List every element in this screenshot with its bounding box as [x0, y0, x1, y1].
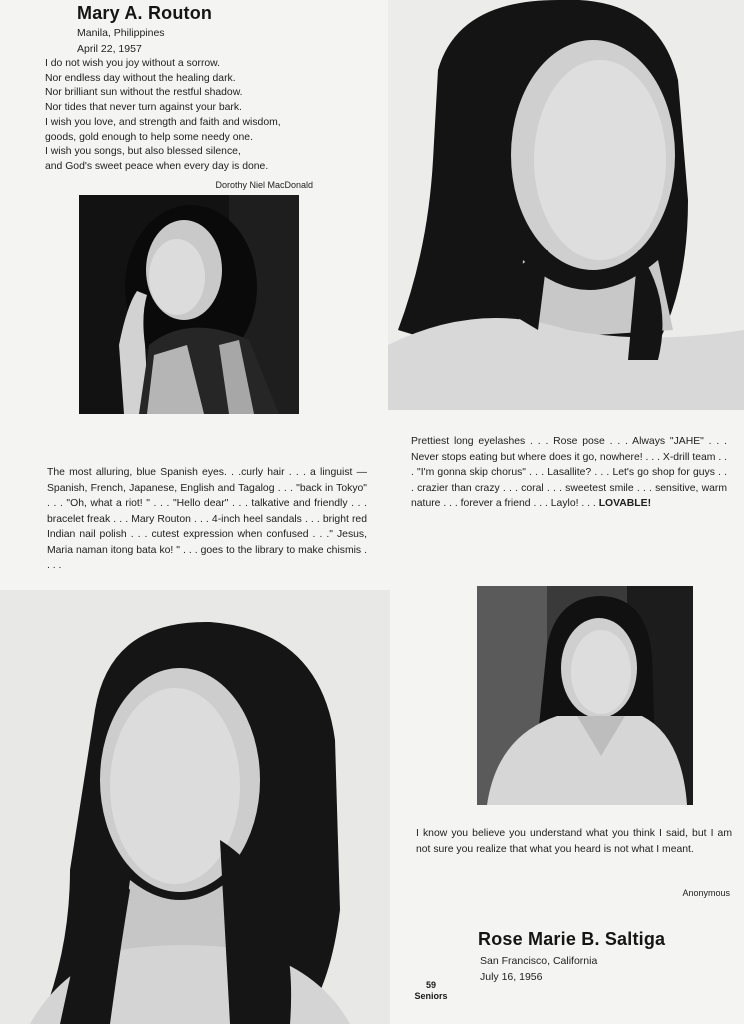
senior-name-mary: Mary A. Routon [77, 3, 213, 23]
birthdate-rose: July 16, 1956 [480, 971, 543, 983]
bio-rose [411, 434, 727, 512]
photo-rose-portrait [388, 0, 744, 410]
poem-line: Nor endless day without the healing dark. [45, 72, 236, 84]
poem-line: Nor tides that never turn against your bark. [45, 102, 242, 114]
quote-rose: I know you believe you understand what you think I said, but I am not sure you realize that what you heard is not what I meant. [416, 828, 732, 855]
birthdate-mary: April 22, 1957 [77, 43, 142, 55]
birthplace-rose: San Francisco, California [480, 955, 598, 967]
poem-credit: Dorothy Niel MacDonald [215, 180, 313, 190]
bio-mary: The most alluring, blue Spanish eyes. . .curly hair . . . a linguist — Spanish, French, Japanese, English and Tagalog . . . "back in Tokyo" . . . "Oh, what a riot! " . . . "Hello dear" . . . talkative and friendly . . . bracelet freak . . . Mary Routon . . . 4-inch heel sandals . . . bright red Indian nail polish . . . cutest expression when confused . . ." Jesus, Maria naman itong bata ko! " . . . goes to the library to make chismis . . . . [47, 467, 367, 571]
page-number: 59 [425, 980, 436, 990]
poem-line: and God's sweet peace when every day is done. [45, 160, 269, 172]
quote-credit: Anonymous [682, 888, 730, 898]
poem-line: I do not wish you joy without a sorrow. [45, 58, 220, 69]
poem-line: I wish you love, and strength and faith and wisdom, [45, 116, 281, 128]
bio-rose-text: Prettiest long eyelashes . . . Rose pose . . . Always "JAHE" . . . Never stops eating but where does it go, nowhere! . . . X-drill team . . . "I'm gonna skip chorus" . . . Lasallite? . . . Let's go shop for guys . . . crazier than crazy . . . coral . . . sweetest smile . . . sensitive, warm nature . . . forever a friend . . . Laylo! . . . [411, 436, 727, 509]
poem-line: goods, gold enough to help some needy one. [45, 131, 253, 143]
poem [45, 57, 335, 175]
poem-line: Nor brilliant sun without the restful shadow. [45, 87, 243, 99]
senior-name-rose: Rose Marie B. Saltiga [478, 929, 666, 949]
photo-mary-portrait [0, 590, 390, 1024]
bio-rose-lovable: LOVABLE! [598, 498, 652, 509]
poem-line: I wish you songs, but also blessed silence, [45, 146, 241, 158]
page-footer [410, 980, 452, 1002]
photo-mary-candid [79, 195, 299, 414]
section-label: Seniors [414, 991, 448, 1001]
birthplace-mary: Manila, Philippines [77, 27, 165, 39]
photo-rose-candid [477, 586, 693, 805]
